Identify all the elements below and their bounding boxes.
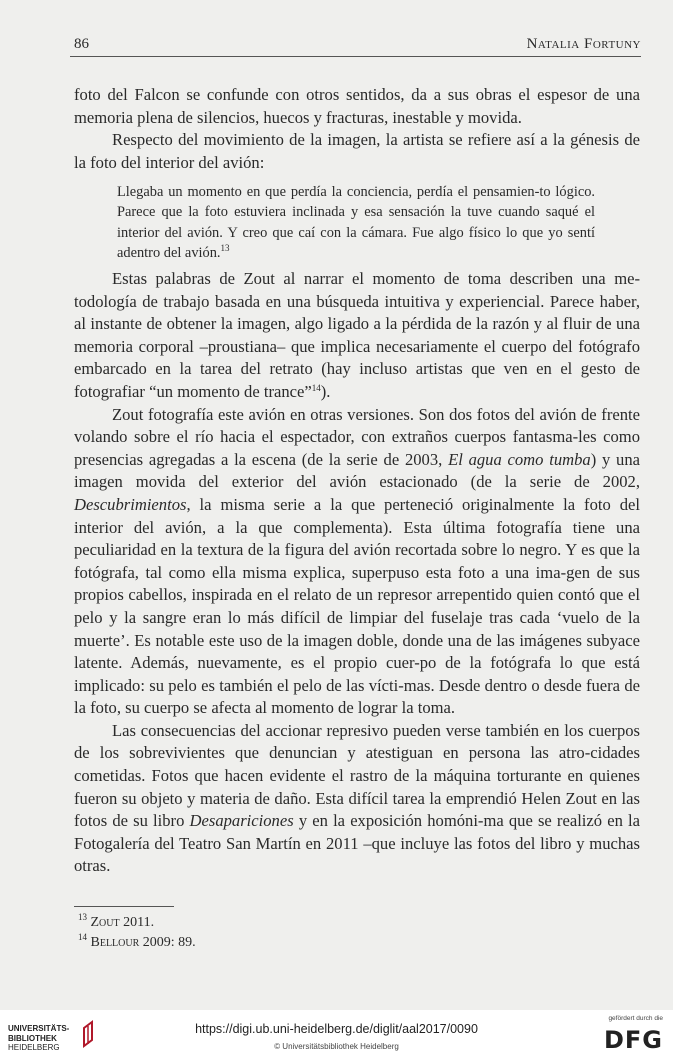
series-title-agua: El agua como tumba: [448, 449, 591, 469]
page-number: 86: [74, 36, 89, 52]
footnote-author: Bellour: [90, 935, 140, 950]
body-text-top: [74, 84, 640, 174]
library-line-3: HEIDELBERG: [8, 1043, 60, 1052]
library-line-1: UNIVERSITÄTS-: [8, 1024, 70, 1033]
book-title-desapariciones: Desapariciones: [189, 811, 294, 831]
paragraph-4-text-c: , la misma serie a la que perteneció originalmente la foto del interior del avión, a la que complementa). Esta última fotografía tiene una peculiaridad en la textura de la figura del avión recortada sobre lo negro. Y es que la fotógrafa, tal como ella misma explica, superpuso esta foto a una ima-gen de sus propios cabellos, inspirada en el relato de un represor arrepentido quien contó que el pelo y la sangre eran lo más difícil de limpiar del fuselaje tras cada ‘vuelo de la muerte’. Es notable este uso de la imagen doble, donde una de las imágenes subyace latente. Además, nuevamente, es el propio cuer-po de la fotógrafa lo que está implicado: su pelo es también el pelo de las vícti-mas. Desde dentro o desde fuera de la foto, su cuerpo se afecta al momento de lograr la toma.: [74, 494, 640, 718]
paragraph-5-text-a: Las consecuencias del accionar represivo pueden verse también en los cuerpos de los sobrevivientes que denuncian y atestiguan en persona las atro-cidades cometidas. Fotos que hacen evidente el rastro de la máquina torturante en quienes fueron su objeto y materia de daño. Esta difícil tarea la emprendió Helen Zout en las fotos de su libro: [74, 720, 640, 831]
library-line-2: BIBLIOTHEK: [8, 1033, 57, 1043]
footnote-14: [78, 934, 196, 952]
footnote-ref-14: 14: [311, 382, 321, 393]
permalink-url[interactable]: https://digi.ub.uni-heidelberg.de/diglit/aal2017/0090: [195, 1022, 478, 1036]
footnote-text: 2011.: [119, 915, 155, 930]
footnote-number: 14: [78, 932, 87, 942]
copyright-notice: © Universitätsbibliothek Heidelberg: [274, 1042, 399, 1051]
footnote-divider: [74, 906, 174, 907]
footnote-ref-13: 13: [220, 243, 230, 254]
block-quote: [117, 182, 595, 264]
funder-caption: gefördert durch die: [608, 1015, 663, 1022]
paragraph-4: [74, 404, 640, 720]
footnote-author: Zout: [90, 915, 120, 930]
paragraph-2: Respecto del movimiento de la imagen, la artista se refiere así a la génesis de la foto del interior del avión:: [74, 130, 640, 172]
paragraph-4-text-a: Zout fotografía este avión en otras versiones. Son dos fotos del avión de frente volando sobre el río hacia el espectador, con extraños cuerpos fantasma-les como presencias agregadas a la escena (de la serie de 2003,: [74, 404, 640, 469]
series-title-descubrimientos: Descubrimientos: [74, 494, 187, 514]
dfg-logo: DFG: [603, 1026, 663, 1054]
viewer-footer: [0, 1010, 673, 1059]
paragraph-4-text-b: ) y una imagen movida del exterior del avión estacionado (de la serie de 2002,: [74, 449, 640, 492]
footnote-text: 2009: 89.: [139, 935, 196, 950]
footnote-13: [78, 914, 154, 932]
paragraph-3-text: Estas palabras de Zout al narrar el momento de toma describen una me-todología de trabajo basada en una búsqueda intuitiva y experiencial. Parece haber, al instante de obtener la imagen, algo ligado a la pérdida de la razón y al fluir de una memoria corporal –proustiana– que implica necesariamente el cuerpo del fotógrafo embarcado en la tarea del retrato (hay incluso artistas que ven en el gesto de fotografiar “un momento de trance”: [74, 269, 640, 401]
block-quote-text: Llegaba un momento en que perdía la conciencia, perdía el pensamien-to lógico. Parece que la foto estuviera inclinada y esa sensación la tuve cuando saqué el interior del avión. Y creo que caí con la cámara. Fue algo físico lo que yo sentí adentro del avión.: [117, 184, 595, 262]
paragraph-5: [74, 720, 640, 878]
paragraph-3: [74, 268, 640, 404]
running-head: [70, 36, 641, 57]
running-head-author: Natalia Fortuny: [526, 36, 641, 52]
paragraph-3-end: ).: [320, 381, 331, 401]
footnote-number: 13: [78, 912, 87, 922]
paragraph-5-text-b: y en la exposición homóni-ma que se realizó en la Fotogalería del Teatro San Martín en 2011 –que incluye las fotos del libro y muchas otras.: [74, 811, 640, 876]
paragraph-1: foto del Falcon se confunde con otros sentidos, da a sus obras el espesor de una memoria plena de silencios, huecos y fracturas, inestable y movida.: [74, 85, 640, 127]
body-text-main: [74, 268, 640, 878]
